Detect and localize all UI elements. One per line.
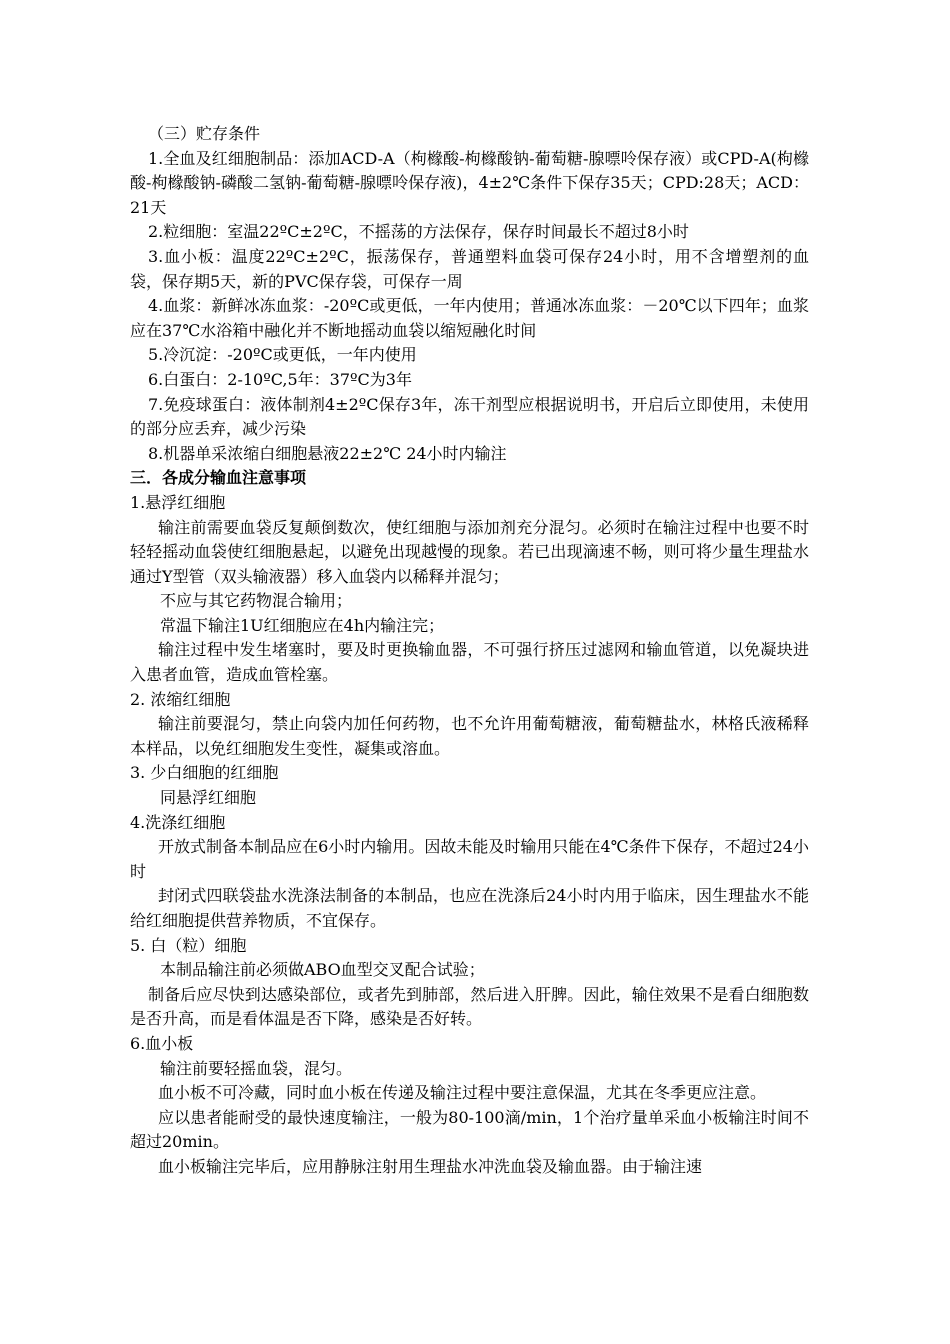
storage-item-8: 8.机器单采浓缩白细胞悬液22±2℃ 24小时内输注 xyxy=(148,443,507,463)
paragraph: 同悬浮红细胞 xyxy=(160,788,257,808)
storage-item-6: 6.白蛋白：2-10ºC,5年：37ºC为3年 xyxy=(148,369,412,389)
subsection-title-6: 6.血小板 xyxy=(130,1033,194,1053)
storage-item-1: 1.全血及红细胞制品：添加ACD-A（枸橼酸-枸橼酸钠-葡萄糖-腺嘌呤保存液）或CPD-A(枸橼酸-枸橼酸钠-磷酸二氢钠-葡萄糖-腺嘌呤保存液)，4±2℃条件下保存35天；CPD:28天；ACD：21天 xyxy=(130,148,809,217)
subsection-title-4: 4.洗涤红细胞 xyxy=(130,812,226,832)
paragraph: 不应与其它药物混合输用； xyxy=(160,591,353,611)
paragraph: 封闭式四联袋盐水洗涤法制备的本制品，也应在洗涤后24小时内用于临床，因生理盐水不能给红细胞提供营养物质，不宜保存。 xyxy=(130,886,809,930)
paragraph: 本制品输注前必须做ABO血型交叉配合试验； xyxy=(160,960,485,980)
paragraph: 输注前要混匀，禁止向袋内加任何药物，也不允许用葡萄糖液，葡萄糖盐水，林格氏液稀释本样品，以免红细胞发生变性，凝集或溶血。 xyxy=(130,714,809,758)
subsection-title-1: 1.悬浮红细胞 xyxy=(130,492,226,512)
storage-item-4: 4.血浆：新鲜冰冻血浆：-20ºC或更低，一年内使用；普通冰冻血浆：－20℃以下四年；血浆应在37℃水浴箱中融化并不断地摇动血袋以缩短融化时间 xyxy=(130,296,809,340)
storage-heading: （三）贮存条件 xyxy=(148,124,261,143)
storage-item-5: 5.冷沉淀：-20ºC或更低，一年内使用 xyxy=(148,345,417,365)
paragraph: 输注前需要血袋反复颠倒数次，使红细胞与添加剂充分混匀。必须时在输注过程中也要不时轻轻摇动血袋使红细胞悬起，以避免出现越慢的现象。若已出现滴速不畅，则可将少量生理盐水通过Y型管（双头输液器）移入血袋内以稀释并混匀； xyxy=(130,517,809,586)
subsection-title-5: 5. 白（粒）细胞 xyxy=(130,935,247,955)
section-heading: 三．各成分输血注意事项 xyxy=(130,468,307,488)
paragraph: 开放式制备本制品应在6小时内输用。因故未能及时输用只能在4℃条件下保存，不超过24小时 xyxy=(130,837,809,881)
storage-item-2: 2.粒细胞：室温22ºC±2ºC，不摇荡的方法保存，保存时间最长不超过8小时 xyxy=(148,222,689,242)
paragraph: 应以患者能耐受的最快速度输注，一般为80-100滴/min，1个治疗量单采血小板输注时间不超过20min。 xyxy=(130,1107,809,1152)
paragraph: 输注过程中发生堵塞时，要及时更换输血器，不可强行挤压过滤网和输血管道，以免凝块进入患者血管，造成血管栓塞。 xyxy=(130,640,809,685)
paragraph: 制备后应尽快到达感染部位，或者先到肺部，然后进入肝脾。因此，输住效果不是看白细胞数是否升高，而是看体温是否下降，感染是否好转。 xyxy=(130,984,809,1029)
paragraph: 常温下输注1U红细胞应在4h内输注完； xyxy=(160,615,445,635)
storage-item-3: 3.血小板：温度22ºC±2ºC，振荡保存，普通塑料血袋可保存24小时，用不含增塑剂的血袋，保存期5天，新的PVC保存袋，可保存一周 xyxy=(130,246,809,291)
paragraph: 血小板不可冷藏，同时血小板在传递及输注过程中要注意保温，尤其在冬季更应注意。 xyxy=(158,1083,767,1103)
subsection-title-3: 3. 少白细胞的红细胞 xyxy=(130,763,279,783)
paragraph: 输注前要轻摇血袋，混匀。 xyxy=(160,1058,353,1078)
storage-item-7: 7.免疫球蛋白：液体制剂4±2ºC保存3年，冻干剂型应根据说明书，开启后立即使用，未使用的部分应丢弃，减少污染 xyxy=(130,394,809,439)
subsection-title-2: 2. 浓缩红细胞 xyxy=(130,689,231,709)
paragraph: 血小板输注完毕后，应用静脉注射用生理盐水冲洗血袋及输血器。由于输注速 xyxy=(158,1156,703,1176)
